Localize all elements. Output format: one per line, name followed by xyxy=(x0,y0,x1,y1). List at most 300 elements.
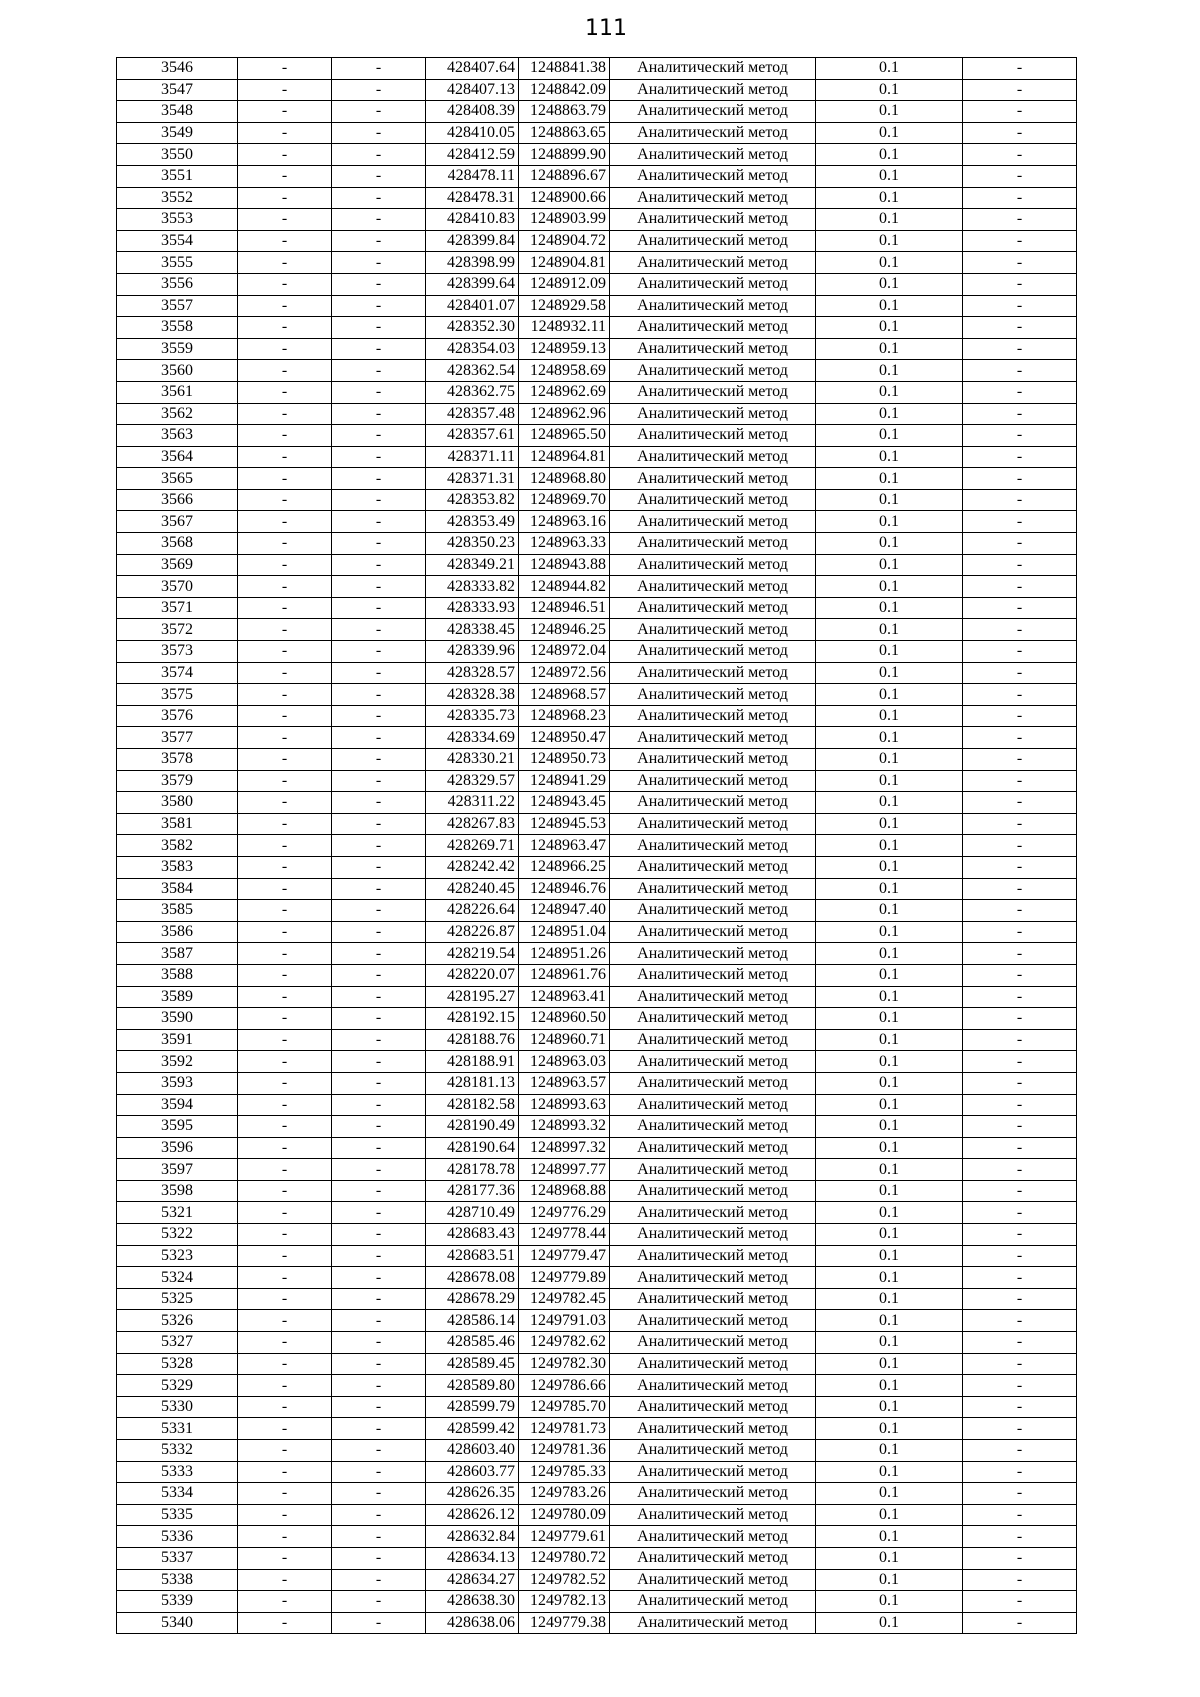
table-row xyxy=(117,1353,1077,1375)
old-x-cell: - xyxy=(238,381,332,403)
old-y-cell: - xyxy=(332,360,426,382)
accuracy-cell: 0.1 xyxy=(816,1072,963,1094)
y-coordinate-cell: 1248932.11 xyxy=(519,317,610,339)
table-row xyxy=(117,749,1077,771)
old-x-cell: - xyxy=(238,662,332,684)
y-coordinate-cell: 1248903.99 xyxy=(519,209,610,231)
old-x-cell: - xyxy=(238,101,332,123)
old-x-cell: - xyxy=(238,209,332,231)
old-y-cell: - xyxy=(332,1137,426,1159)
y-coordinate-cell: 1248896.67 xyxy=(519,165,610,187)
description-cell: - xyxy=(963,705,1077,727)
table-row xyxy=(117,921,1077,943)
table-row xyxy=(117,1245,1077,1267)
x-coordinate-cell: 428330.21 xyxy=(426,749,519,771)
old-x-cell: - xyxy=(238,1591,332,1613)
y-coordinate-cell: 1248966.25 xyxy=(519,856,610,878)
method-cell: Аналитический метод xyxy=(610,1526,816,1548)
old-x-cell: - xyxy=(238,79,332,101)
point-number-cell: 3560 xyxy=(117,360,238,382)
y-coordinate-cell: 1248944.82 xyxy=(519,576,610,598)
method-cell: Аналитический метод xyxy=(610,727,816,749)
description-cell: - xyxy=(963,1547,1077,1569)
y-coordinate-cell: 1249781.36 xyxy=(519,1440,610,1462)
accuracy-cell: 0.1 xyxy=(816,835,963,857)
accuracy-cell: 0.1 xyxy=(816,317,963,339)
y-coordinate-cell: 1249783.26 xyxy=(519,1483,610,1505)
x-coordinate-cell: 428398.99 xyxy=(426,252,519,274)
description-cell: - xyxy=(963,1461,1077,1483)
point-number-cell: 3575 xyxy=(117,684,238,706)
y-coordinate-cell: 1248899.90 xyxy=(519,144,610,166)
method-cell: Аналитический метод xyxy=(610,1245,816,1267)
point-number-cell: 3591 xyxy=(117,1029,238,1051)
old-x-cell: - xyxy=(238,165,332,187)
method-cell: Аналитический метод xyxy=(610,425,816,447)
accuracy-cell: 0.1 xyxy=(816,1202,963,1224)
table-row xyxy=(117,1072,1077,1094)
x-coordinate-cell: 428683.43 xyxy=(426,1224,519,1246)
y-coordinate-cell: 1249779.38 xyxy=(519,1612,610,1634)
old-y-cell: - xyxy=(332,1396,426,1418)
table-row xyxy=(117,964,1077,986)
table-row xyxy=(117,381,1077,403)
point-number-cell: 3582 xyxy=(117,835,238,857)
y-coordinate-cell: 1248959.13 xyxy=(519,338,610,360)
method-cell: Аналитический метод xyxy=(610,1440,816,1462)
point-number-cell: 5329 xyxy=(117,1375,238,1397)
table-row xyxy=(117,1483,1077,1505)
accuracy-cell: 0.1 xyxy=(816,1008,963,1030)
description-cell: - xyxy=(963,1375,1077,1397)
point-number-cell: 3564 xyxy=(117,446,238,468)
description-cell: - xyxy=(963,360,1077,382)
point-number-cell: 3548 xyxy=(117,101,238,123)
old-x-cell: - xyxy=(238,1461,332,1483)
x-coordinate-cell: 428219.54 xyxy=(426,943,519,965)
y-coordinate-cell: 1249782.52 xyxy=(519,1569,610,1591)
table-row xyxy=(117,165,1077,187)
table-row xyxy=(117,943,1077,965)
table-row xyxy=(117,1180,1077,1202)
point-number-cell: 3567 xyxy=(117,511,238,533)
x-coordinate-cell: 428599.79 xyxy=(426,1396,519,1418)
old-x-cell: - xyxy=(238,943,332,965)
description-cell: - xyxy=(963,727,1077,749)
point-number-cell: 5333 xyxy=(117,1461,238,1483)
table-row xyxy=(117,58,1077,80)
old-x-cell: - xyxy=(238,122,332,144)
method-cell: Аналитический метод xyxy=(610,317,816,339)
y-coordinate-cell: 1249779.89 xyxy=(519,1267,610,1289)
accuracy-cell: 0.1 xyxy=(816,1310,963,1332)
point-number-cell: 3558 xyxy=(117,317,238,339)
point-number-cell: 3580 xyxy=(117,792,238,814)
old-x-cell: - xyxy=(238,900,332,922)
table-row xyxy=(117,230,1077,252)
accuracy-cell: 0.1 xyxy=(816,1288,963,1310)
method-cell: Аналитический метод xyxy=(610,1612,816,1634)
accuracy-cell: 0.1 xyxy=(816,360,963,382)
y-coordinate-cell: 1248951.04 xyxy=(519,921,610,943)
y-coordinate-cell: 1248904.81 xyxy=(519,252,610,274)
description-cell: - xyxy=(963,1332,1077,1354)
method-cell: Аналитический метод xyxy=(610,813,816,835)
accuracy-cell: 0.1 xyxy=(816,403,963,425)
method-cell: Аналитический метод xyxy=(610,165,816,187)
accuracy-cell: 0.1 xyxy=(816,273,963,295)
y-coordinate-cell: 1248863.79 xyxy=(519,101,610,123)
point-number-cell: 3588 xyxy=(117,964,238,986)
old-x-cell: - xyxy=(238,1612,332,1634)
y-coordinate-cell: 1248958.69 xyxy=(519,360,610,382)
old-x-cell: - xyxy=(238,1224,332,1246)
point-number-cell: 3569 xyxy=(117,554,238,576)
old-y-cell: - xyxy=(332,1461,426,1483)
table-row xyxy=(117,273,1077,295)
description-cell: - xyxy=(963,1483,1077,1505)
method-cell: Аналитический метод xyxy=(610,1072,816,1094)
x-coordinate-cell: 428586.14 xyxy=(426,1310,519,1332)
x-coordinate-cell: 428407.64 xyxy=(426,58,519,80)
table-row xyxy=(117,619,1077,641)
method-cell: Аналитический метод xyxy=(610,403,816,425)
method-cell: Аналитический метод xyxy=(610,1180,816,1202)
method-cell: Аналитический метод xyxy=(610,489,816,511)
point-number-cell: 5321 xyxy=(117,1202,238,1224)
table-row xyxy=(117,900,1077,922)
point-number-cell: 3572 xyxy=(117,619,238,641)
description-cell: - xyxy=(963,1504,1077,1526)
description-cell: - xyxy=(963,900,1077,922)
table-row xyxy=(117,489,1077,511)
accuracy-cell: 0.1 xyxy=(816,1267,963,1289)
table-row xyxy=(117,1288,1077,1310)
old-y-cell: - xyxy=(332,403,426,425)
old-x-cell: - xyxy=(238,749,332,771)
method-cell: Аналитический метод xyxy=(610,144,816,166)
description-cell: - xyxy=(963,1202,1077,1224)
y-coordinate-cell: 1248963.03 xyxy=(519,1051,610,1073)
method-cell: Аналитический метод xyxy=(610,576,816,598)
description-cell: - xyxy=(963,943,1077,965)
accuracy-cell: 0.1 xyxy=(816,641,963,663)
x-coordinate-cell: 428269.71 xyxy=(426,835,519,857)
description-cell: - xyxy=(963,1396,1077,1418)
old-y-cell: - xyxy=(332,165,426,187)
old-x-cell: - xyxy=(238,1072,332,1094)
method-cell: Аналитический метод xyxy=(610,856,816,878)
accuracy-cell: 0.1 xyxy=(816,381,963,403)
description-cell: - xyxy=(963,230,1077,252)
old-x-cell: - xyxy=(238,1137,332,1159)
y-coordinate-cell: 1248951.26 xyxy=(519,943,610,965)
accuracy-cell: 0.1 xyxy=(816,468,963,490)
method-cell: Аналитический метод xyxy=(610,597,816,619)
method-cell: Аналитический метод xyxy=(610,187,816,209)
method-cell: Аналитический метод xyxy=(610,252,816,274)
old-y-cell: - xyxy=(332,1310,426,1332)
y-coordinate-cell: 1248842.09 xyxy=(519,79,610,101)
y-coordinate-cell: 1249782.62 xyxy=(519,1332,610,1354)
old-y-cell: - xyxy=(332,1612,426,1634)
method-cell: Аналитический метод xyxy=(610,1547,816,1569)
method-cell: Аналитический метод xyxy=(610,964,816,986)
table-row xyxy=(117,705,1077,727)
method-cell: Аналитический метод xyxy=(610,1310,816,1332)
description-cell: - xyxy=(963,295,1077,317)
accuracy-cell: 0.1 xyxy=(816,144,963,166)
y-coordinate-cell: 1248946.25 xyxy=(519,619,610,641)
accuracy-cell: 0.1 xyxy=(816,943,963,965)
old-x-cell: - xyxy=(238,597,332,619)
x-coordinate-cell: 428362.54 xyxy=(426,360,519,382)
y-coordinate-cell: 1248943.88 xyxy=(519,554,610,576)
old-x-cell: - xyxy=(238,533,332,555)
y-coordinate-cell: 1248963.16 xyxy=(519,511,610,533)
method-cell: Аналитический метод xyxy=(610,1008,816,1030)
point-number-cell: 3587 xyxy=(117,943,238,965)
table-row xyxy=(117,1094,1077,1116)
table-row xyxy=(117,144,1077,166)
old-y-cell: - xyxy=(332,749,426,771)
old-x-cell: - xyxy=(238,1008,332,1030)
accuracy-cell: 0.1 xyxy=(816,1591,963,1613)
old-x-cell: - xyxy=(238,468,332,490)
old-x-cell: - xyxy=(238,295,332,317)
point-number-cell: 5328 xyxy=(117,1353,238,1375)
accuracy-cell: 0.1 xyxy=(816,230,963,252)
method-cell: Аналитический метод xyxy=(610,1159,816,1181)
description-cell: - xyxy=(963,1008,1077,1030)
point-number-cell: 3551 xyxy=(117,165,238,187)
old-y-cell: - xyxy=(332,684,426,706)
x-coordinate-cell: 428401.07 xyxy=(426,295,519,317)
table-row xyxy=(117,684,1077,706)
point-number-cell: 5322 xyxy=(117,1224,238,1246)
x-coordinate-cell: 428603.77 xyxy=(426,1461,519,1483)
point-number-cell: 3589 xyxy=(117,986,238,1008)
table-row xyxy=(117,813,1077,835)
accuracy-cell: 0.1 xyxy=(816,1483,963,1505)
x-coordinate-cell: 428328.38 xyxy=(426,684,519,706)
accuracy-cell: 0.1 xyxy=(816,252,963,274)
old-x-cell: - xyxy=(238,619,332,641)
method-cell: Аналитический метод xyxy=(610,1137,816,1159)
old-y-cell: - xyxy=(332,317,426,339)
description-cell: - xyxy=(963,209,1077,231)
old-y-cell: - xyxy=(332,619,426,641)
table-row xyxy=(117,1159,1077,1181)
table-row xyxy=(117,856,1077,878)
point-number-cell: 3562 xyxy=(117,403,238,425)
accuracy-cell: 0.1 xyxy=(816,425,963,447)
table-row xyxy=(117,79,1077,101)
x-coordinate-cell: 428178.78 xyxy=(426,1159,519,1181)
table-row xyxy=(117,317,1077,339)
description-cell: - xyxy=(963,554,1077,576)
old-x-cell: - xyxy=(238,1418,332,1440)
accuracy-cell: 0.1 xyxy=(816,1375,963,1397)
old-x-cell: - xyxy=(238,705,332,727)
description-cell: - xyxy=(963,1072,1077,1094)
y-coordinate-cell: 1248946.76 xyxy=(519,878,610,900)
old-y-cell: - xyxy=(332,986,426,1008)
coordinates-table xyxy=(116,57,1077,1634)
accuracy-cell: 0.1 xyxy=(816,749,963,771)
method-cell: Аналитический метод xyxy=(610,921,816,943)
old-y-cell: - xyxy=(332,1526,426,1548)
table-row xyxy=(117,252,1077,274)
y-coordinate-cell: 1249780.72 xyxy=(519,1547,610,1569)
method-cell: Аналитический метод xyxy=(610,209,816,231)
description-cell: - xyxy=(963,813,1077,835)
x-coordinate-cell: 428478.31 xyxy=(426,187,519,209)
old-y-cell: - xyxy=(332,1008,426,1030)
x-coordinate-cell: 428192.15 xyxy=(426,1008,519,1030)
x-coordinate-cell: 428354.03 xyxy=(426,338,519,360)
description-cell: - xyxy=(963,403,1077,425)
accuracy-cell: 0.1 xyxy=(816,1461,963,1483)
old-y-cell: - xyxy=(332,943,426,965)
method-cell: Аналитический метод xyxy=(610,79,816,101)
accuracy-cell: 0.1 xyxy=(816,1137,963,1159)
old-x-cell: - xyxy=(238,511,332,533)
method-cell: Аналитический метод xyxy=(610,749,816,771)
accuracy-cell: 0.1 xyxy=(816,576,963,598)
x-coordinate-cell: 428349.21 xyxy=(426,554,519,576)
method-cell: Аналитический метод xyxy=(610,1202,816,1224)
x-coordinate-cell: 428599.42 xyxy=(426,1418,519,1440)
method-cell: Аналитический метод xyxy=(610,1418,816,1440)
x-coordinate-cell: 428589.80 xyxy=(426,1375,519,1397)
method-cell: Аналитический метод xyxy=(610,1375,816,1397)
accuracy-cell: 0.1 xyxy=(816,1353,963,1375)
point-number-cell: 3549 xyxy=(117,122,238,144)
x-coordinate-cell: 428311.22 xyxy=(426,792,519,814)
point-number-cell: 3566 xyxy=(117,489,238,511)
table-row xyxy=(117,835,1077,857)
old-x-cell: - xyxy=(238,403,332,425)
old-y-cell: - xyxy=(332,1591,426,1613)
description-cell: - xyxy=(963,122,1077,144)
accuracy-cell: 0.1 xyxy=(816,1159,963,1181)
point-number-cell: 3570 xyxy=(117,576,238,598)
method-cell: Аналитический метод xyxy=(610,1094,816,1116)
old-y-cell: - xyxy=(332,1245,426,1267)
description-cell: - xyxy=(963,468,1077,490)
accuracy-cell: 0.1 xyxy=(816,1051,963,1073)
table-row xyxy=(117,641,1077,663)
point-number-cell: 3561 xyxy=(117,381,238,403)
method-cell: Аналитический метод xyxy=(610,878,816,900)
y-coordinate-cell: 1248968.57 xyxy=(519,684,610,706)
x-coordinate-cell: 428371.11 xyxy=(426,446,519,468)
old-y-cell: - xyxy=(332,856,426,878)
old-y-cell: - xyxy=(332,1418,426,1440)
old-y-cell: - xyxy=(332,964,426,986)
y-coordinate-cell: 1249780.09 xyxy=(519,1504,610,1526)
old-y-cell: - xyxy=(332,511,426,533)
table-row xyxy=(117,1418,1077,1440)
description-cell: - xyxy=(963,58,1077,80)
accuracy-cell: 0.1 xyxy=(816,684,963,706)
method-cell: Аналитический метод xyxy=(610,705,816,727)
method-cell: Аналитический метод xyxy=(610,1267,816,1289)
x-coordinate-cell: 428333.93 xyxy=(426,597,519,619)
method-cell: Аналитический метод xyxy=(610,381,816,403)
method-cell: Аналитический метод xyxy=(610,1483,816,1505)
old-x-cell: - xyxy=(238,641,332,663)
point-number-cell: 3581 xyxy=(117,813,238,835)
point-number-cell: 5334 xyxy=(117,1483,238,1505)
accuracy-cell: 0.1 xyxy=(816,1180,963,1202)
y-coordinate-cell: 1249776.29 xyxy=(519,1202,610,1224)
description-cell: - xyxy=(963,533,1077,555)
page-number: 111 xyxy=(585,16,627,41)
method-cell: Аналитический метод xyxy=(610,943,816,965)
point-number-cell: 3565 xyxy=(117,468,238,490)
old-x-cell: - xyxy=(238,1396,332,1418)
description-cell: - xyxy=(963,749,1077,771)
x-coordinate-cell: 428240.45 xyxy=(426,878,519,900)
old-x-cell: - xyxy=(238,317,332,339)
point-number-cell: 3568 xyxy=(117,533,238,555)
point-number-cell: 3577 xyxy=(117,727,238,749)
table-row xyxy=(117,1375,1077,1397)
x-coordinate-cell: 428632.84 xyxy=(426,1526,519,1548)
old-y-cell: - xyxy=(332,1332,426,1354)
description-cell: - xyxy=(963,165,1077,187)
old-x-cell: - xyxy=(238,1094,332,1116)
old-x-cell: - xyxy=(238,1353,332,1375)
point-number-cell: 3596 xyxy=(117,1137,238,1159)
accuracy-cell: 0.1 xyxy=(816,554,963,576)
y-coordinate-cell: 1249781.73 xyxy=(519,1418,610,1440)
old-x-cell: - xyxy=(238,446,332,468)
y-coordinate-cell: 1248963.33 xyxy=(519,533,610,555)
y-coordinate-cell: 1248997.32 xyxy=(519,1137,610,1159)
x-coordinate-cell: 428188.91 xyxy=(426,1051,519,1073)
table-row xyxy=(117,1526,1077,1548)
point-number-cell: 3556 xyxy=(117,273,238,295)
accuracy-cell: 0.1 xyxy=(816,1612,963,1634)
y-coordinate-cell: 1248900.66 xyxy=(519,187,610,209)
old-y-cell: - xyxy=(332,1051,426,1073)
point-number-cell: 3586 xyxy=(117,921,238,943)
old-y-cell: - xyxy=(332,144,426,166)
old-y-cell: - xyxy=(332,792,426,814)
y-coordinate-cell: 1249779.47 xyxy=(519,1245,610,1267)
table-row xyxy=(117,403,1077,425)
old-x-cell: - xyxy=(238,144,332,166)
old-x-cell: - xyxy=(238,1029,332,1051)
old-x-cell: - xyxy=(238,1483,332,1505)
y-coordinate-cell: 1248962.69 xyxy=(519,381,610,403)
description-cell: - xyxy=(963,1353,1077,1375)
accuracy-cell: 0.1 xyxy=(816,122,963,144)
description-cell: - xyxy=(963,1159,1077,1181)
accuracy-cell: 0.1 xyxy=(816,878,963,900)
method-cell: Аналитический метод xyxy=(610,1504,816,1526)
old-y-cell: - xyxy=(332,1569,426,1591)
point-number-cell: 5327 xyxy=(117,1332,238,1354)
method-cell: Аналитический метод xyxy=(610,295,816,317)
old-y-cell: - xyxy=(332,1094,426,1116)
description-cell: - xyxy=(963,597,1077,619)
table-row xyxy=(117,662,1077,684)
old-x-cell: - xyxy=(238,1267,332,1289)
